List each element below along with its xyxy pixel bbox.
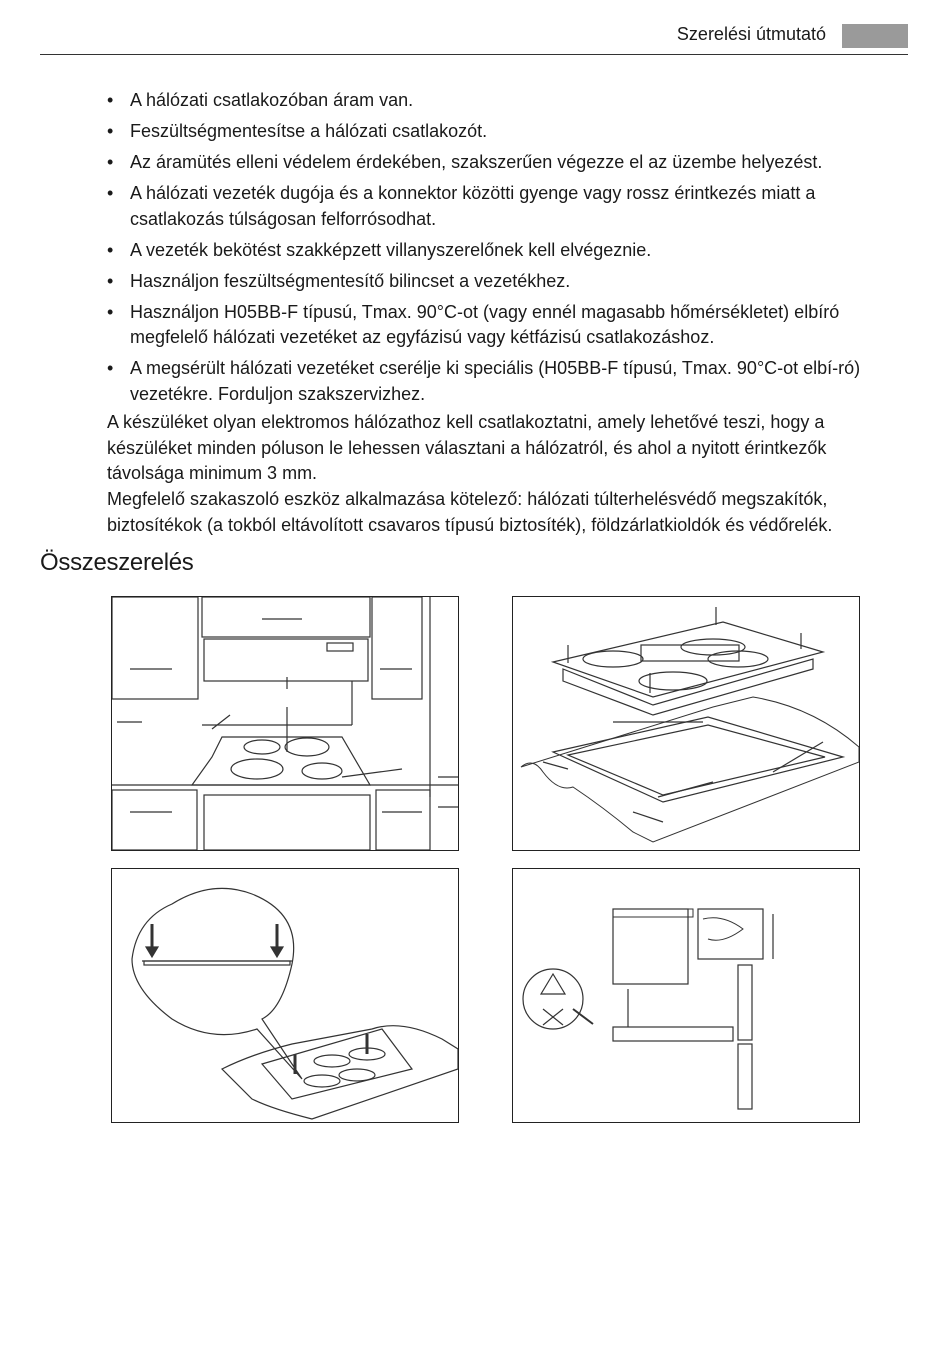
bullet-text: A megsérült hálózati vezetéket cserélje ki speciális (H05BB-F típusú, Tmax. 90°C-ot elbí-ró) vezetékre. Forduljon szakszervizhez. [130,358,861,404]
bullet-dot: • [107,239,114,260]
bullet-dot: • [107,270,114,291]
header-title: Szerelési útmutató [676,24,826,44]
bullet-item [107,119,907,145]
bullet-item [107,150,907,176]
bullet-text: Az áramütés elleni védelem érdekében, szakszerűen végezze el az üzembe helyezést. [130,152,823,172]
bullet-text: A hálózati csatlakozóban áram van. [130,90,414,110]
bullet-item [107,269,907,295]
bullet-dot: • [107,90,114,110]
page-header [40,18,908,55]
bullet-item [107,300,907,351]
bullet-dot: • [107,152,114,172]
bullet-item [107,181,907,232]
paragraph-disconnect: A készüléket olyan elektromos hálózathoz kell csatlakoztatni, amely lehetővé teszi, hogy a készüléket minden póluson le lehessen választani a hálózatról, és ahol a nyitott érintkezők távolsága minimum 3 mm. [107,412,827,483]
bullet-dot: • [107,358,114,378]
figure-detail-callout [111,868,459,1123]
figure-hob-sealing [512,596,860,851]
paragraph-protection: Megfelelő szakaszoló eszköz alkalmazása kötelező: hálózati túlterhelésvédő megszakítók, biztosítékok (a tokból eltávolított csavaros típusú biztosíték), földzárlatkioldók és védőrelék. [107,489,833,535]
bullet-item [107,356,907,407]
bullet-text: Használjon H05BB-F típusú, Tmax. 90°C-ot (vagy ennél magasabb hőmérsékletet) elbíró megfelelő hálózati vezetéket az egyfázisú vagy kétfázisú csatlakozáshoz. [130,301,840,347]
bullet-item [107,238,907,264]
bullet-text: Használjon feszültségmentesítő bilincset a vezetékhez. [130,270,571,291]
header-tab-marker [842,24,908,48]
figure-cross-section [512,868,860,1123]
bullet-text: Feszültségmentesítse a hálózati csatlakozót. [130,121,488,141]
section-title: Összeszerelés [40,549,194,576]
bullet-dot: • [107,121,114,141]
bullet-dot: • [107,301,114,322]
bullet-text: A vezeték bekötést szakképzett villanyszerelőnek kell elvégeznie. [130,239,652,260]
bullet-dot: • [107,183,114,203]
bullet-item [107,88,907,114]
bullet-text: A hálózati vezeték dugója és a konnektor közötti gyenge vagy rossz érintkezés miatt a csatlakozás túlságosan felforrósodhat. [130,183,816,229]
safety-bullet-list [107,88,907,413]
figure-kitchen [111,596,459,851]
